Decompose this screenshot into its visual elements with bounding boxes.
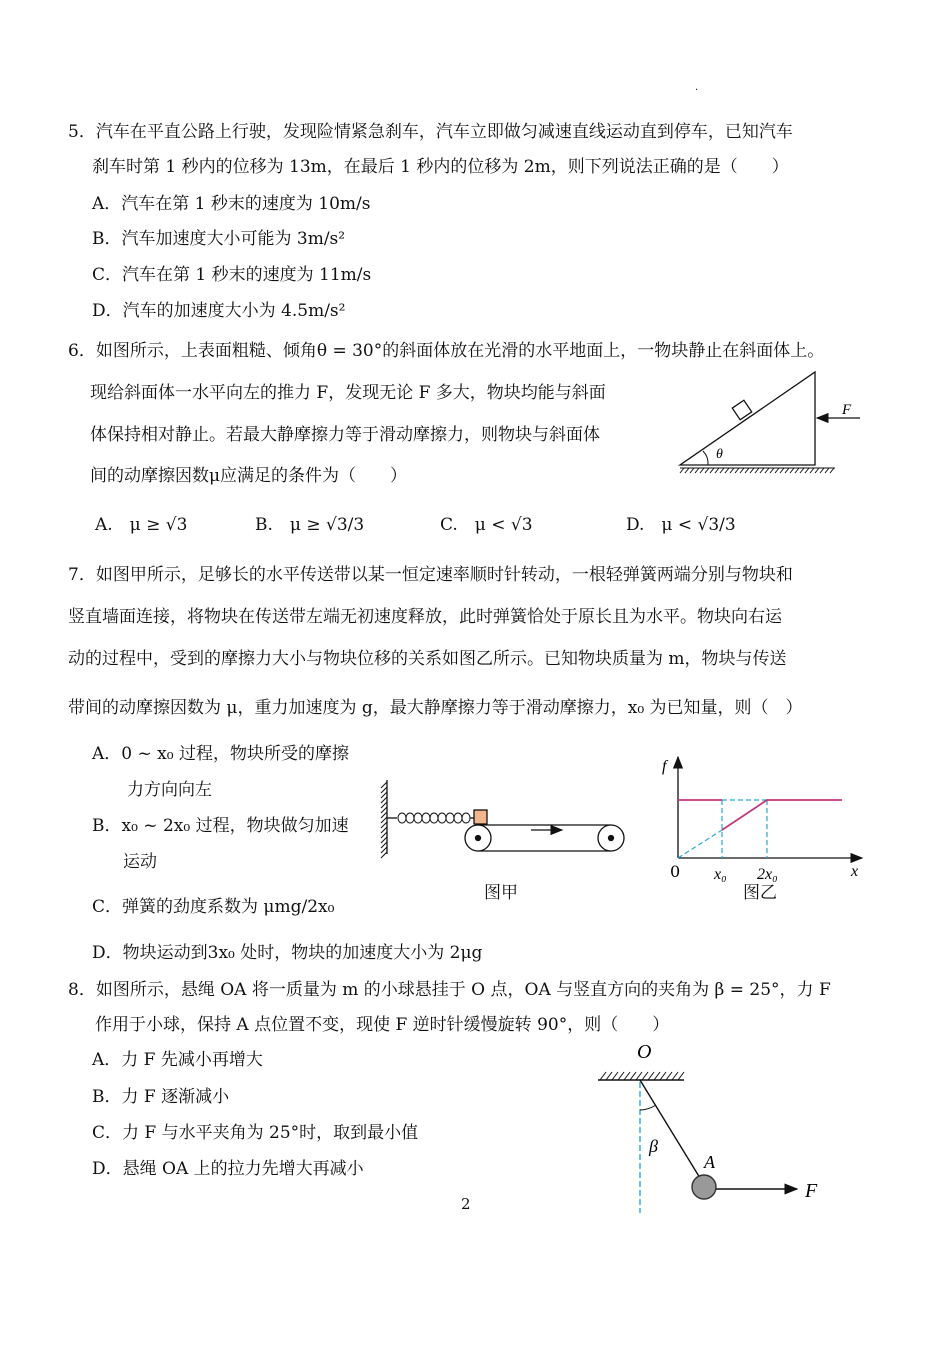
angle-label: θ <box>716 447 723 462</box>
point-a-label: A <box>704 1152 715 1172</box>
q7-option-c: C．弹簧的劲度系数为 μmg/2x₀ <box>92 897 335 917</box>
y-axis-label: f <box>662 758 667 775</box>
ball <box>692 1175 716 1199</box>
q8-line: 8．如图所示，悬绳 OA 将一质量为 m 的小球悬挂于 O 点，OA 与竖直方向的夹角为 β = 25°，力 F <box>68 980 831 1000</box>
friction-curve <box>722 800 842 830</box>
q6-option-d: D. μ < √3/3 <box>626 515 736 535</box>
q6-option-c: C. μ < √3 <box>440 515 533 535</box>
fig-a-caption: 图甲 <box>484 883 518 903</box>
q5-option-b: B．汽车加速度大小可能为 3m/s² <box>92 229 346 249</box>
q8-option-b: B．力 F 逐渐减小 <box>92 1087 230 1107</box>
pendulum-figure <box>598 1072 797 1213</box>
q7-option-b-cont: 运动 <box>123 852 157 872</box>
q5-option-c: C．汽车在第 1 秒末的速度为 11m/s <box>92 265 372 285</box>
incline-figure <box>680 372 860 473</box>
q7-line: 7．如图甲所示，足够长的水平传送带以某一恒定速率顺时针转动，一根轻弹簧两端分别与物块和 <box>68 565 793 585</box>
q8-option-d: D．悬绳 OA 上的拉力先增大再减小 <box>92 1159 364 1179</box>
q5-option-a: A．汽车在第 1 秒末的速度为 10m/s <box>92 194 371 214</box>
q6-option-a: A. μ ≥ √3 <box>95 515 188 535</box>
conveyor-figure <box>381 780 624 858</box>
x-tick: 0 <box>670 862 681 881</box>
q7-option-b: B．x₀ ~ 2x₀ 过程，物块做匀加速 <box>92 816 349 836</box>
q5-line: 刹车时第 1 秒内的位移为 13m，在最后 1 秒内的位移为 2m，则下列说法正确的是（ ） <box>92 157 789 177</box>
fig-b-caption: 图乙 <box>743 883 777 903</box>
x-tick: x₀ <box>714 866 727 883</box>
angle-beta-label: β <box>649 1136 658 1156</box>
force-f-label: F <box>805 1180 818 1202</box>
force-label: F <box>842 402 852 418</box>
q7-option-d: D．物块运动到3x₀ 处时，物块的加速度大小为 2μg <box>92 943 483 963</box>
q8-option-c: C．力 F 与水平夹角为 25°时，取到最小值 <box>92 1123 419 1143</box>
q7-line: 带间的动摩擦因数为 μ，重力加速度为 g，最大静摩擦力等于滑动摩擦力，x₀ 为已知量，则（ ） <box>68 698 803 718</box>
friction-graph <box>678 757 862 858</box>
q6-line: 间的动摩擦因数μ应满足的条件为（ ） <box>90 466 408 486</box>
q7-line: 竖直墙面连接，将物块在传送带左端无初速度释放，此时弹簧恰处于原长且为水平。物块向右运 <box>68 607 782 627</box>
x-axis-label: x <box>851 863 859 880</box>
page-number: 2 <box>461 1195 471 1213</box>
q5-line: 5．汽车在平直公路上行驶，发现险情紧急刹车，汽车立即做匀减速直线运动直到停车，已知汽车 <box>68 122 793 142</box>
q6-line: 现给斜面体一水平向左的推力 F，发现无论 F 多大，物块均能与斜面 <box>90 383 606 403</box>
point-o-label: O <box>637 1041 652 1063</box>
top-mark: · <box>695 85 699 96</box>
ground-hatch <box>680 468 835 473</box>
block <box>732 400 751 419</box>
q6-line: 6．如图所示，上表面粗糙、倾角θ = 30°的斜面体放在光滑的水平地面上，一物块静止在斜面体上。 <box>68 341 825 361</box>
q7-option-a: A．0 ~ x₀ 过程，物块所受的摩擦 <box>92 744 349 764</box>
q7-option-a-cont: 力方向向左 <box>127 780 212 800</box>
q8-option-a: A．力 F 先减小再增大 <box>92 1050 263 1070</box>
x-tick: 2x₀ <box>757 866 778 883</box>
q7-line: 动的过程中，受到的摩擦力大小与物块位移的关系如图乙所示。已知物块质量为 m，物块与传送 <box>68 649 787 669</box>
q6-line: 体保持相对静止。若最大静摩擦力等于滑动摩擦力，则物块与斜面体 <box>90 425 600 445</box>
q6-option-b: B. μ ≥ √3/3 <box>255 515 365 535</box>
q5-option-d: D．汽车的加速度大小为 4.5m/s² <box>92 301 346 321</box>
block <box>474 810 487 824</box>
q8-line: 作用于小球，保持 A 点位置不变，现使 F 逆时针缓慢旋转 90°，则（ ） <box>95 1015 670 1035</box>
